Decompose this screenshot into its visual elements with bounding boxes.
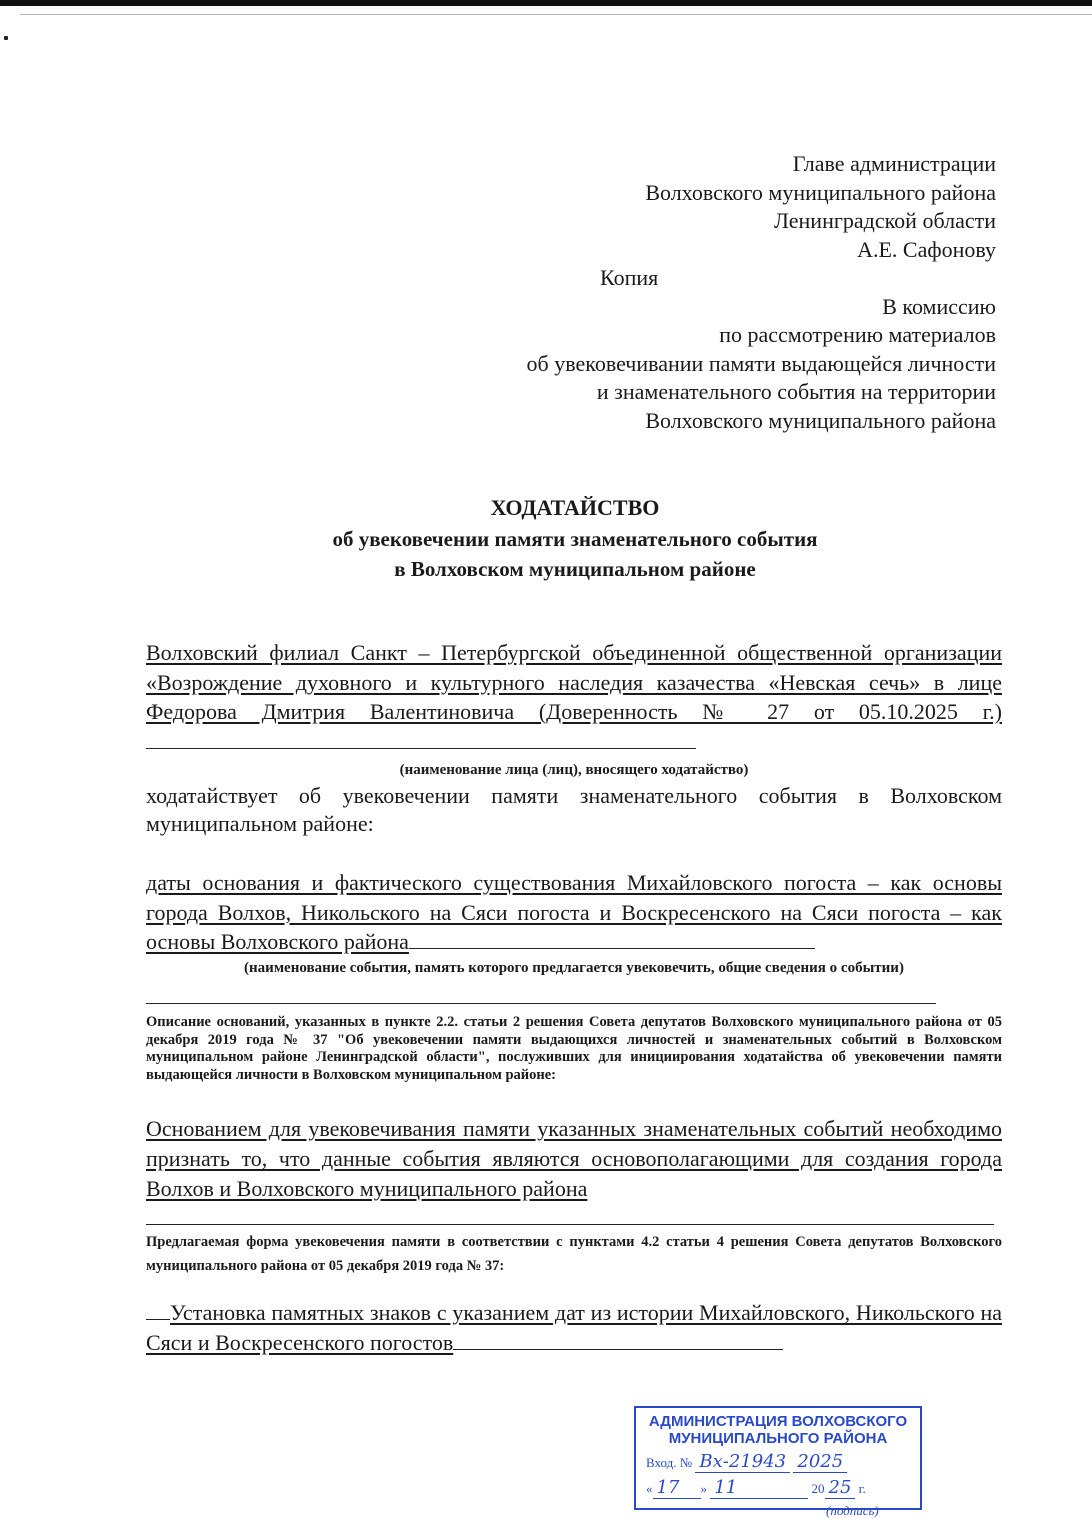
applicant-text: Волховский филиал Санкт – Петербургской объединенной общественной организации «Возрождение духовного и культурного наследия казачества «Невская сечь» в лице Федорова Дмитрия Валентиновича (Доверенность № 27 от 05.10.2025 г.): [146, 640, 1002, 724]
divider-line: [146, 1003, 936, 1004]
stamp-entry-year: 2025: [793, 1451, 847, 1473]
event-field: [146, 868, 1002, 957]
form-field: [146, 1298, 1002, 1357]
applicant-field: [146, 638, 1002, 756]
document-title: ХОДАТАЙСТВО: [490, 495, 660, 520]
stamp-entry-number: Вх-21943: [695, 1451, 790, 1473]
copy-line: Волховского муниципального района: [645, 407, 996, 433]
registration-stamp: [634, 1406, 922, 1518]
scan-top-edge: [0, 0, 1092, 6]
copy-line: и знаменательного события на территории: [596, 379, 996, 404]
scan-speck: [4, 36, 8, 40]
petition-text: ходатайствует об увековечении памяти знаменательного события в Волховском муниципальном районе:: [146, 783, 1002, 836]
event-caption: (наименование события, память которого предлагается увековечить, общие сведения о событии): [244, 960, 904, 976]
stamp-org-line: МУНИЦИПАЛЬНОГО РАЙОНА: [668, 1430, 888, 1447]
stamp-entry-row: [646, 1451, 920, 1473]
stamp-month: 11: [710, 1477, 808, 1499]
stamp-year: 25: [825, 1477, 856, 1499]
event-text: даты основания и фактического существования Михайловского погоста – как основы города Волхов, Никольского на Сяси погоста и Воскресенского на Сяси погоста – как основы Волховского района: [146, 870, 1002, 954]
divider-line: [146, 1224, 994, 1225]
applicant-caption: (наименование лица (лиц), вносящего ходатайство): [399, 762, 749, 778]
copy-label: Копия: [600, 265, 659, 290]
document-subtitle: об увековечении памяти знаменательного события: [332, 527, 818, 551]
addressee-line: А.Е. Сафонову: [857, 236, 996, 262]
grounds-text: Основанием для увековечивания памяти указанных знаменательных событий необходимо признать то, что данные события являются основополагающими для создания города Волхов и Волховского муниципального района: [146, 1116, 1002, 1201]
stamp-year-suffix: г.: [858, 1481, 866, 1496]
stamp-entry-label: Вход. №: [646, 1455, 693, 1470]
stamp-org-line: АДМИНИСТРАЦИЯ ВОЛХОВСКОГО: [648, 1413, 908, 1430]
copy-line: об увековечивании памяти выдающейся личности: [526, 350, 996, 376]
stamp-signature-label: (подпись): [826, 1503, 879, 1518]
addressee-line: Ленинградской области: [774, 208, 996, 233]
document-subtitle: в Волховском муниципальном районе: [394, 557, 756, 581]
stamp-date-row: « 17 » 11 20 25 г.: [646, 1477, 866, 1498]
form-description: Предлагаемая форма увековечения памяти в соответствии с пунктами 4.2 статьи 4 решения Совета депутатов Волховского муниципального района от 05 декабря 2019 года № 37:: [146, 1234, 1002, 1274]
copy-line: В комиссию: [882, 293, 996, 319]
grounds-field: [146, 1114, 1002, 1204]
stamp-year-prefix: 20: [811, 1481, 825, 1496]
copy-line: по рассмотрению материалов: [719, 322, 996, 347]
grounds-description: Описание оснований, указанных в пункте 2.2. статьи 2 решения Совета депутатов Волховского муниципального района от 05 декабря 2019 года № 37 "Об увековечении памяти выдающихся личностей и знаменательных событий в Волховском муниципальном районе Ленинградской области", послуживших для инициирования ходатайства об увековечении памяти выдающейся личности в Волховском муниципальном районе:: [146, 1014, 1002, 1083]
form-text: Установка памятных знаков с указанием дат из истории Михайловского, Никольского на Сяси и Воскресенского погостов: [146, 1300, 1002, 1355]
addressee-block: [527, 150, 996, 435]
addressee-line: Волховского муниципального района: [645, 179, 996, 205]
addressee-line: Главе администрации: [792, 151, 996, 176]
stamp-day: 17: [653, 1477, 701, 1499]
